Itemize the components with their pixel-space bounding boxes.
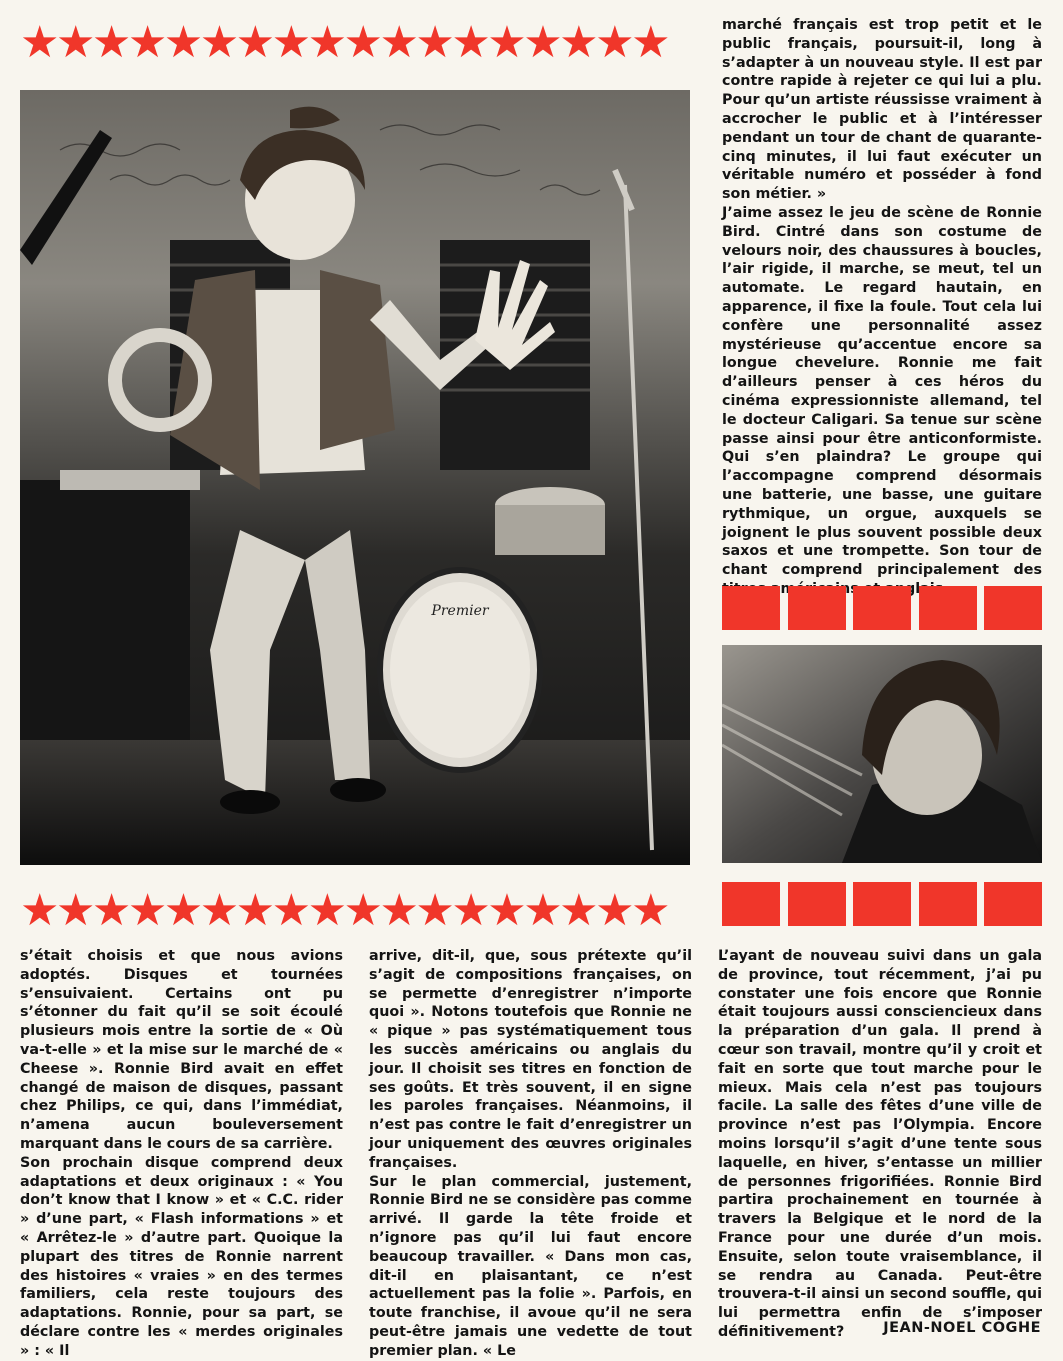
author-byline: JEAN-NOEL COGHE [883,1320,1041,1336]
paragraph: marché français est trop petit et le public français, poursuit-il, long à s’adapter à un nouveau style. Il est par contre rapide à rejeter ce qui lui a plu. Pour qu’un artiste réussisse vraiment à accrocher le public et à l’intéresser pendant un tour de chant de quarante-cinq minutes, il lui faut exécuter un véritable numéro et posséder à fond son métier. » [722,17,1042,203]
red-squares-top [722,586,1042,630]
red-square [788,586,846,630]
red-square [853,586,911,630]
bottom-column-3 [718,947,1042,1342]
red-square [788,882,846,926]
bottom-column-2 [369,947,692,1361]
paragraph: s’était choisis et que nous avions adoptés. Disques et tournées s’ensuivaient. Certains ont pu s’étonner du fait qu’il se soit écoulé plusieurs mois entre la sortie de « Où va-t-elle » et la mise sur le marché de « Cheese ». Ronnie Bird avait en effet changé de maison de disques, passant chez Philips, ce qui, dans l’immédiat, n’amena aucun bouleversement marquant dans le cours de sa carrière. [20,948,343,1152]
red-square [722,882,780,926]
red-square [853,882,911,926]
paragraph: L’ayant de nouveau suivi dans un gala de province, tout récemment, j’ai pu constater une fois encore que Ronnie était toujours aussi consciencieux dans la préparation d’un gala. Il prend à cœur son travail, montre qu’il y croit et fait en sorte que tout marche pour le mieux. Mais cela n’est pas toujours facile. La salle des fêtes d’une ville de province n’est pas l’Olympia. Encore moins lorsqu’il s’agit d’une tente sous laquelle, en hiver, s’entasse un millier de personnes frigorifiées. Ronnie Bird partira prochainement en tournée à travers la Belgique et le nord de la France pour une durée d’un mois. Ensuite, selon toute vraisemblance, il se rendra au Canada. Peut-être trouvera-t-il ainsi un second souffle, qui lui permettra enfin de s’imposer définitivement? [718,948,1042,1340]
star-banner-top: ★★★★★★★★★★★★★★★★★★ [20,20,668,66]
red-square [919,882,977,926]
right-column-text [722,16,1042,599]
red-square [919,586,977,630]
paragraph: Sur le plan commercial, justement, Ronnie Bird ne se considère pas comme arrivé. Il garde la tête froide et n’ignore pas qu’il lui faut encore beaucoup travailler. « Dans mon cas, dit-il en plaisantant, ce n’est actuellement pas la folie ». Parfois, en toute franchise, il avoue qu’il ne sera peut-être jamais une vedette de tout premier plan. « Le [369,1173,692,1359]
red-squares-bottom [722,882,1042,926]
red-square [984,882,1042,926]
paragraph: Son prochain disque comprend deux adaptations et deux originaux : « You don’t know that I know » et « C.C. rider » d’une part, « Flash informations » et « Arrêtez-le » d’autre part. Quoique la plupart des titres de Ronnie narrent des histoires « vraies » en des termes familiers, cela reste toujours des adaptations. Ronnie, pour sa part, se déclare contre les « merdes originales » : « Il [20,1154,343,1359]
red-square [984,586,1042,630]
drum-brand-label: Premier [431,603,489,619]
bottom-column-1 [20,947,343,1361]
portrait-photo [722,645,1042,863]
red-square [722,586,780,630]
main-stage-photo [20,90,690,865]
paragraph: J’aime assez le jeu de scène de Ronnie Bird. Cintré dans son costume de velours noir, des chaussures à boucles, l’air rigide, il marche, se meut, tel un automate. Le regard hautain, en apparence, il fixe la foule. Tout cela lui confère une personnalité assez mystérieuse qu’accentue encore sa longue chevelure. Ronnie me fait d’ailleurs penser à ces héros du cinéma expressionniste allemand, tel le docteur Caligari. Sa tenue sur scène passe ainsi pour être anticonformiste. Qui s’en plaindra? Le groupe qui l’accompagne comprend désormais une batterie, une basse, une guitare rythmique, un orgue, auxquels se joignent le plus souvent possible deux saxos et une trompette. Son tour de chant comprend principalement des anglais. [722,204,1042,597]
paragraph: arrive, dit-il, que, sous prétexte qu’il s’agit de compositions françaises, on se permette d’enregistrer n’importe quoi ». Notons toutefois que Ronnie ne « pique » pas systématiquement tous les succès américains ou anglais du jour. Il choisit ses titres en fonction de ses goûts. Et très souvent, il en signe les paroles françaises. Néanmoins, il n’est pas contre le fait d’enregistrer un jour uniquement des œuvres originales françaises. [369,948,692,1171]
star-banner-bottom: ★★★★★★★★★★★★★★★★★★ [20,888,668,934]
